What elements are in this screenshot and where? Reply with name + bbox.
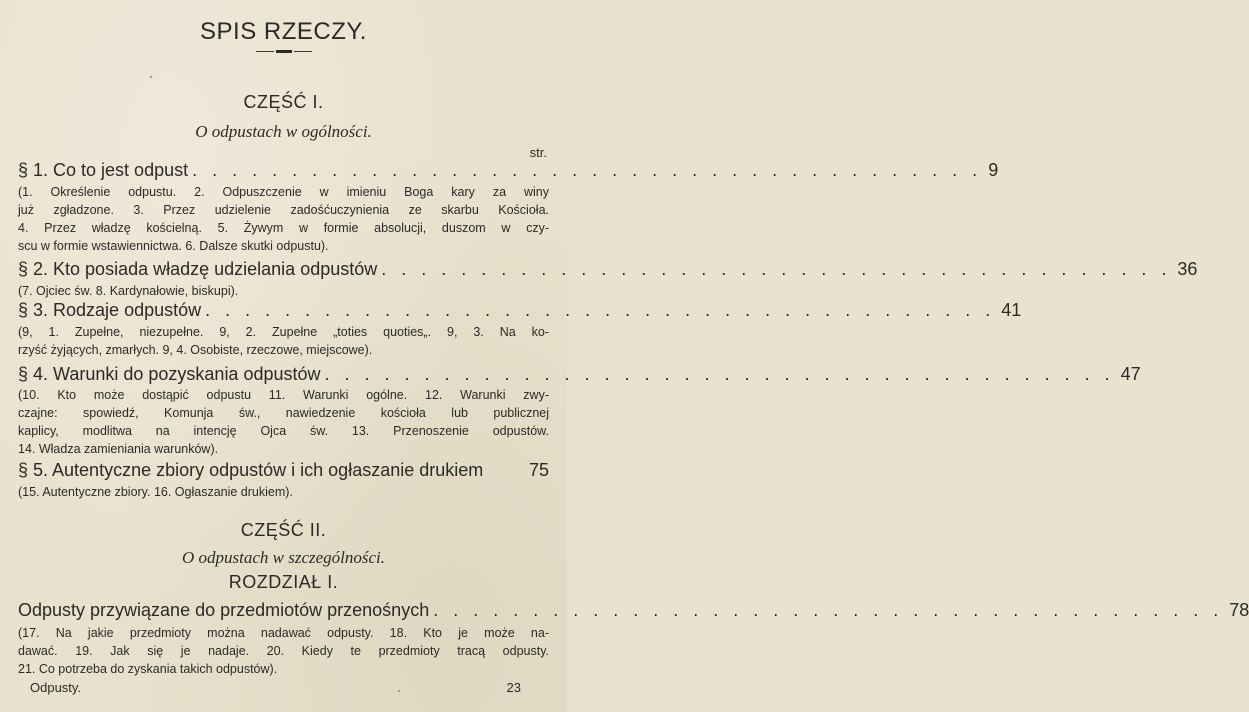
toc-entry-2-description: [18, 282, 549, 300]
toc-entry-2[interactable]: [18, 259, 1198, 280]
description-line: (7. Ojciec św. 8. Kardynałowie, biskupi).: [18, 284, 239, 298]
description-line: dawać. 19. Jak się je nadaje. 20. Kiedy te przedmioty tracą odpusty.: [18, 644, 549, 658]
toc-entry-6[interactable]: [18, 600, 1249, 621]
dot-leader: . . . . . . . . . . . . . . . . . . . . . . . . . . . . . . . . . . . . . . . .: [192, 160, 983, 180]
paper-speck: [398, 690, 400, 692]
toc-entry-5[interactable]: [18, 460, 549, 481]
description-line: rzyść żyjących, zmarłych. 9, 4. Osobiste, rzeczowe, miejscowe).: [18, 343, 373, 357]
dot-leader: . . . . . . . . . . . . . . . . . . . . . . . . . . . . . . . . . . . . . . . .: [433, 600, 1224, 620]
dot-leader: . . . . . . . . . . . . . . . . . . . . . . . . . . . . . . . . . . . . . . . .: [381, 259, 1172, 279]
toc-entry-page: 41: [1001, 300, 1022, 320]
toc-entry-page: 9: [988, 160, 999, 180]
toc-entry-page: 47: [1120, 364, 1141, 384]
dot-leader: . . . . . . . . . . . . . . . . . . . . . . . . . . . . . . . . . . . . . . . .: [324, 364, 1115, 384]
footer-signature: Odpusty.: [30, 680, 82, 695]
part-1-subtitle: O odpustach w ogólności.: [195, 122, 372, 141]
page-title: SPIS RZECZY.: [200, 18, 367, 45]
dot-leader: . . . . . . . . . . . . . . . . . . . . . . . . . . . . . . . . . . . . . . . .: [205, 300, 996, 320]
toc-entry-3[interactable]: [18, 300, 1022, 321]
toc-entry-title: § 2. Kto posiada władzę udzielania odpustów: [18, 259, 378, 279]
part-2-subtitle: O odpustach w szczególności.: [181, 548, 386, 567]
chapter-heading: ROZDZIAŁ I.: [228, 572, 339, 592]
toc-entry-title: § 3. Rodzaje odpustów: [18, 300, 202, 320]
description-line: (17. Na jakie przedmioty można nadawać odpusty. 18. Kto je może na-: [18, 626, 549, 640]
description-line: scu w formie wstawiennictwa. 6. Dalsze skutki odpustu).: [18, 239, 329, 253]
part-2-heading: CZĘŚĆ II.: [240, 520, 327, 540]
description-line: 4. Przez władzę kościelną. 5. Żywym w formie absolucji, duszom w czy-: [18, 221, 549, 235]
description-line: 14. Władza zamieniania warunków).: [18, 442, 219, 456]
title-ornament: [256, 50, 312, 54]
toc-entry-1[interactable]: [18, 160, 999, 181]
toc-entry-6-description: [18, 624, 549, 678]
dot-leader: [483, 460, 523, 481]
toc-entry-4-description: [18, 386, 549, 458]
toc-entry-page: 78: [1229, 600, 1249, 620]
description-line: 21. Co potrzeba do zyskania takich odpustów).: [18, 662, 278, 676]
description-line: czajne: spowiedź, Komunja św., nawiedzenie kościoła lub publicznej: [18, 406, 549, 420]
toc-entry-title: Odpusty przywiązane do przedmiotów przenośnych: [18, 600, 430, 620]
toc-entry-5-description: [18, 483, 549, 501]
description-line: (10. Kto może dostąpić odpustu 11. Warunki ogólne. 12. Warunki zwy-: [18, 388, 549, 402]
toc-entry-title: § 1. Co to jest odpust: [18, 160, 189, 180]
description-line: kaplicy, modlitwa na intencję Ojca św. 13. Przenoszenie odpustów.: [18, 424, 549, 438]
paper-speck: [150, 76, 152, 78]
description-line: już zgładzone. 3. Przez udzielenie zadośćuczynienia ze skarbu Kościoła.: [18, 203, 549, 217]
page-column-label: str.: [529, 145, 547, 160]
toc-entry-title: § 4. Warunki do pozyskania odpustów: [18, 364, 321, 384]
part-1-heading: CZĘŚĆ I.: [243, 92, 324, 112]
toc-entry-page: 36: [1177, 259, 1198, 279]
toc-entry-1-description: [18, 183, 549, 255]
description-line: (15. Autentyczne zbiory. 16. Ogłaszanie drukiem).: [18, 485, 293, 499]
description-line: (1. Określenie odpustu. 2. Odpuszczenie w imieniu Boga kary za winy: [18, 185, 549, 199]
page-number: 23: [506, 680, 521, 695]
toc-entry-3-description: [18, 323, 549, 359]
toc-entry-page: 75: [528, 460, 549, 480]
toc-entry-4[interactable]: [18, 364, 1141, 385]
toc-entry-title: § 5. Autentyczne zbiory odpustów i ich ogłaszanie drukiem: [18, 460, 484, 480]
description-line: (9, 1. Zupełne, niezupełne. 9, 2. Zupełne „toties quoties„. 9, 3. Na ko-: [18, 325, 549, 339]
